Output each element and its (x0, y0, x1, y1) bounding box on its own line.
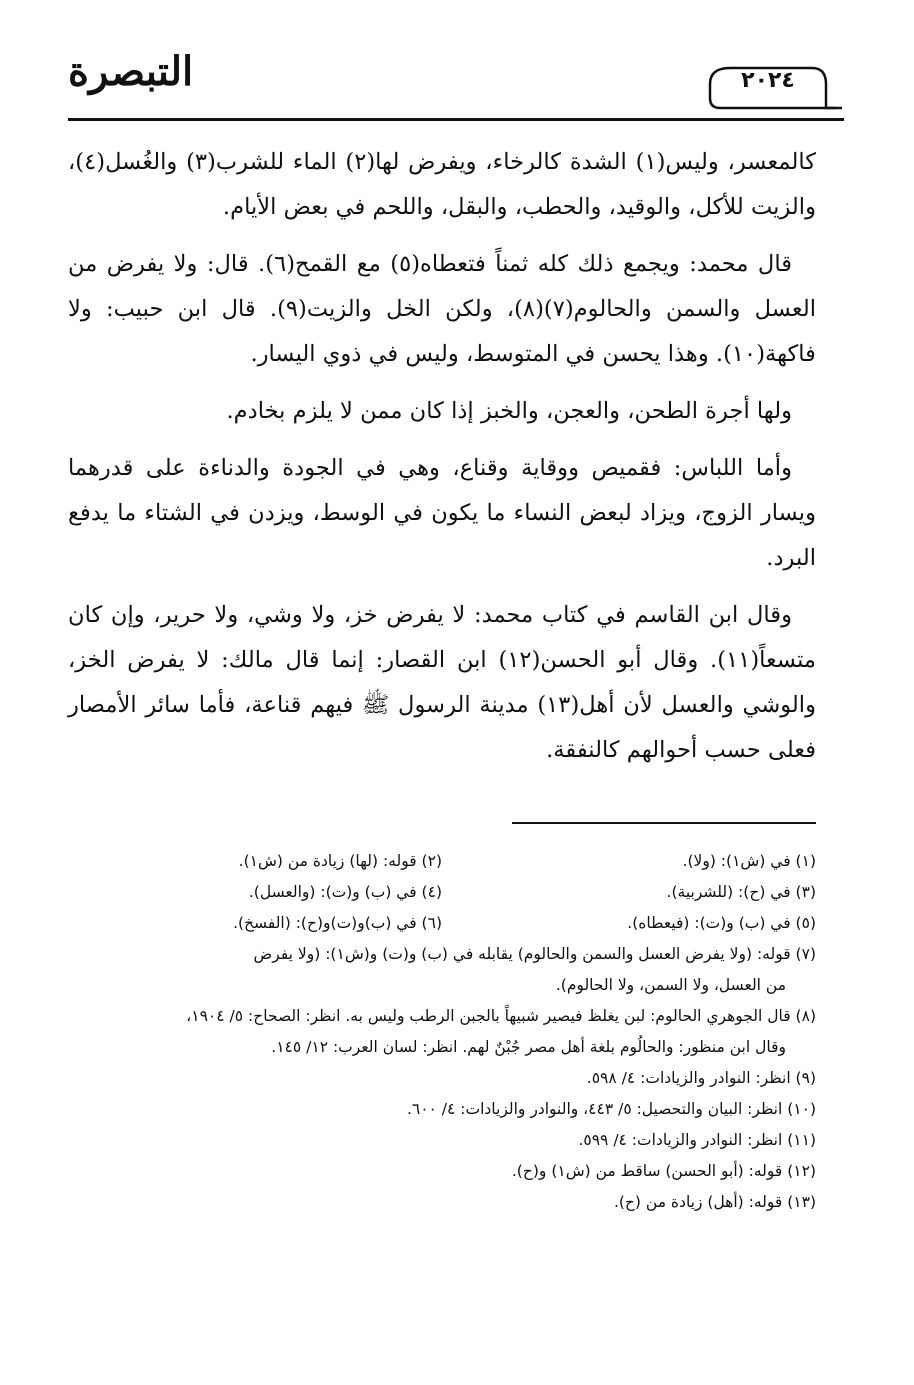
footnote-pair (68, 908, 816, 939)
footnote-3: (٣) في (ح): (للشربية). (666, 883, 816, 901)
book-title: التبصرة (68, 48, 194, 95)
paragraph: وقال ابن القاسم في كتاب محمد: لا يفرض خز، ولا وشي، ولا حرير، وإن كان متسعاً(١١). وقال أبو الحسن(١٢) ابن القصار: إنما قال مالك: لا يفرض الخز، والوشي والعسل لأن أهل(١٣) مدينة الرسول ﷺ فيهم قناعة، فأما سائر الأمصار فعلى حسب أحوالهم كالنفقة. (68, 602, 816, 763)
footnote-4: (٤) في (ب) و(ت): (والعسل). (248, 883, 442, 901)
page-number: ٢٠٢٤ (741, 68, 795, 93)
footnote-6: (٦) في (ب)و(ت)و(ح): (الفسخ). (233, 914, 442, 932)
footnote-8: (٨) قال الجوهري الحالوم: لبن يغلظ فيصير شبيهاً بالجبن الرطب وليس به. انظر: الصحاح: ٥/ ١٩٠٤، (186, 1007, 816, 1025)
header-rule (68, 118, 844, 121)
footnote-separator (512, 822, 816, 824)
footnotes (68, 846, 816, 1218)
footnote-8-continued: وقال ابن منظور: والحالُوم بلغة أهل مصر جُبْنٌ لهم. انظر: لسان العرب: ١٢/ ١٤٥. (271, 1038, 786, 1056)
paragraph: ولها أجرة الطحن، والعجن، والخبز إذا كان ممن لا يلزم بخادم. (226, 398, 792, 424)
page-number-badge (708, 62, 844, 112)
footnote-12: (١٢) قوله: (أبو الحسن) ساقط من (ش١) و(ح). (511, 1162, 816, 1180)
footnote-9: (٩) انظر: النوادر والزيادات: ٤/ ٥٩٨. (586, 1069, 816, 1087)
main-text (68, 140, 816, 785)
footnote-1: (١) في (ش١): (ولا). (682, 852, 816, 870)
footnote-2: (٢) قوله: (لها) زيادة من (ش١). (238, 852, 442, 870)
footnote-pair (68, 877, 816, 908)
footnote-pair (68, 846, 816, 877)
paragraph: وأما اللباس: فقميص ووقاية وقناع، وهي في الجودة والدناءة على قدرهما ويسار الزوج، ويزاد لبعض النساء ما يكون في الوسط، ويزدن في الشتاء ما يدفع البرد. (68, 455, 816, 571)
paragraph: كالمعسر، وليس(١) الشدة كالرخاء، ويفرض لها(٢) الماء للشرب(٣) والغُسل(٤)، والزيت للأكل، والوقيد، والحطب، والبقل، واللحم في بعض الأيام. (68, 149, 816, 220)
paragraph: قال محمد: ويجمع ذلك كله ثمناً فتعطاه(٥) مع القمح(٦). قال: ولا يفرض من العسل والسمن والحالوم(٧)(٨)، ولكن الخل والزيت(٩). قال ابن حبيب: ولا فاكهة(١٠). وهذا يحسن في المتوسط، وليس في ذوي اليسار. (68, 251, 816, 367)
footnote-10: (١٠) انظر: البيان والتحصيل: ٥/ ٤٤٣، والنوادر والزيادات: ٤/ ٦٠٠. (406, 1100, 816, 1118)
footnote-7-continued: من العسل، ولا السمن، ولا الحالوم). (555, 976, 786, 994)
page-header (68, 48, 848, 120)
footnote-7: (٧) قوله: (ولا يفرض العسل والسمن والحالوم) يقابله في (ب) و(ت) و(ش١): (ولا يفرض (253, 945, 816, 963)
footnote-5: (٥) في (ب) و(ت): (فيعطاه). (627, 914, 816, 932)
footnote-13: (١٣) قوله: (أهل) زيادة من (ح). (613, 1193, 816, 1211)
footnote-11: (١١) انظر: النوادر والزيادات: ٤/ ٥٩٩. (578, 1131, 816, 1149)
